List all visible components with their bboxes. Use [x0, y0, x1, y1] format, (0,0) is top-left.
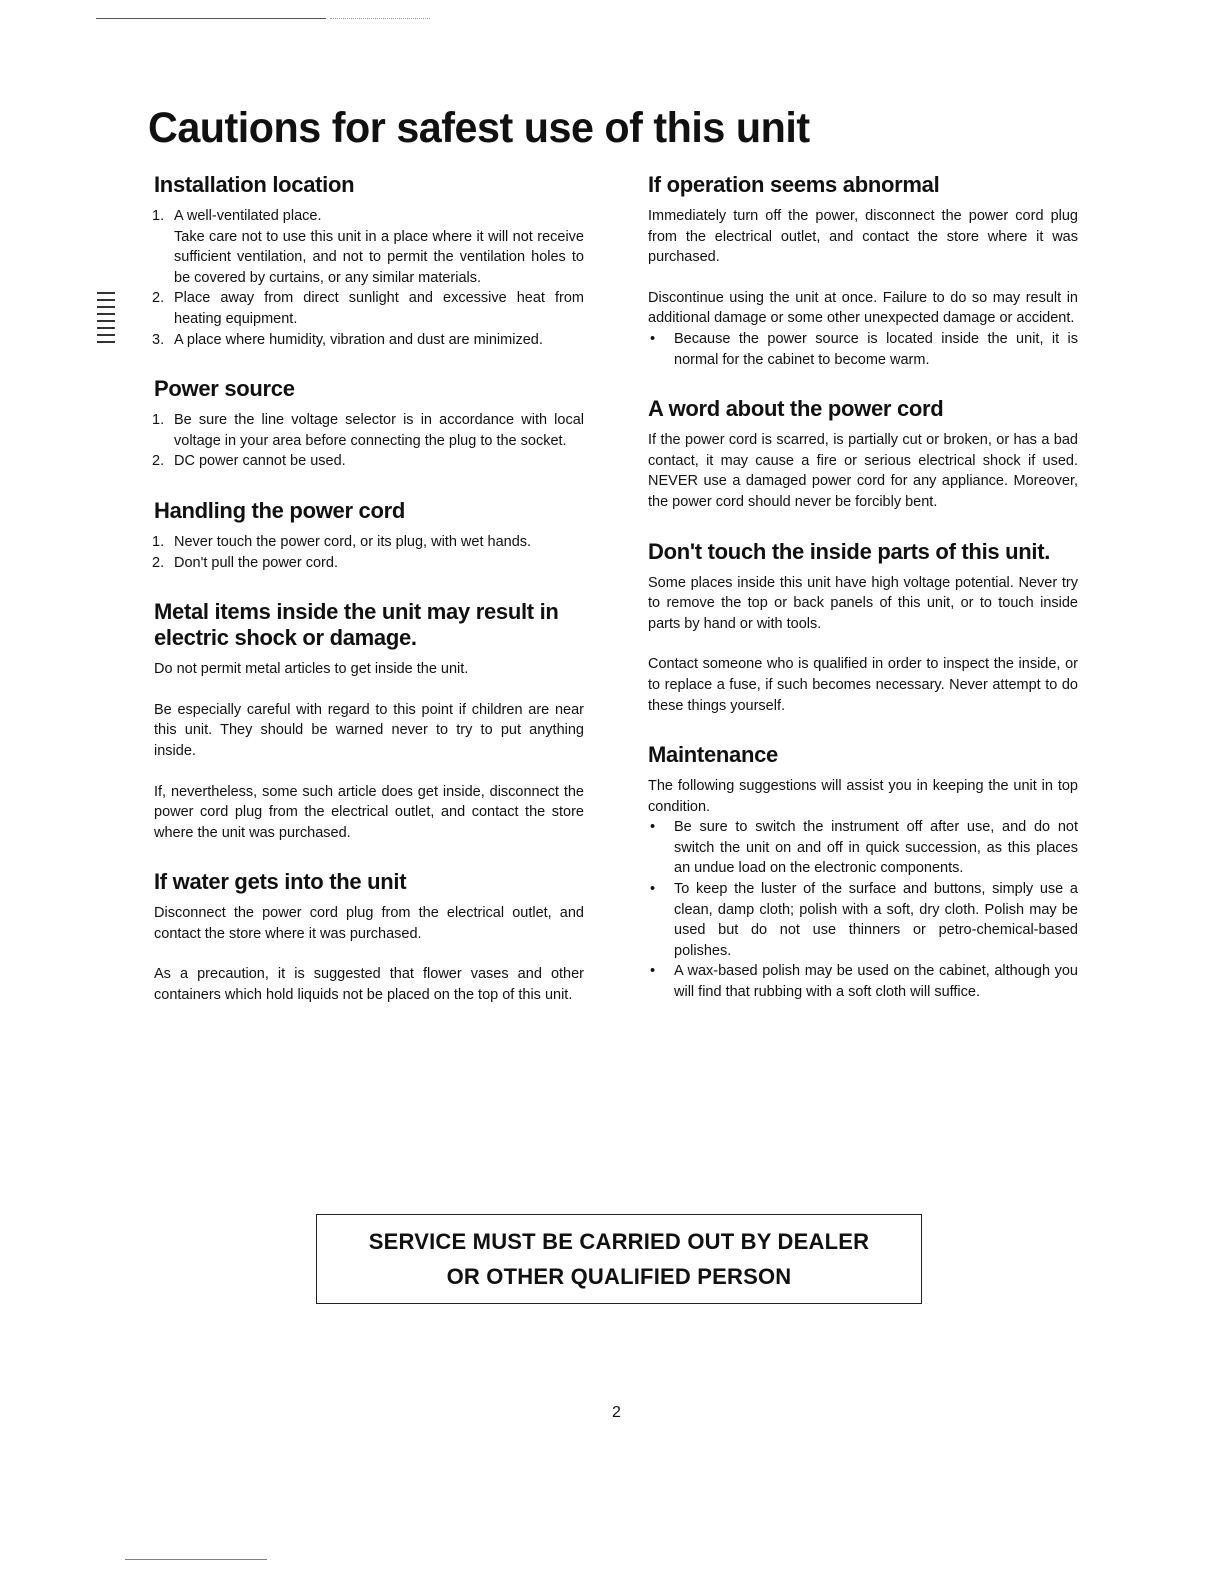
list-item: 3. A place where humidity, vibration and dust are minimized. — [152, 331, 543, 348]
section-heading: If water gets into the unit — [154, 869, 407, 895]
section-inside-parts — [648, 539, 1078, 717]
numbered-list — [154, 532, 584, 573]
numbered-list — [154, 206, 584, 350]
service-notice-box — [316, 1214, 922, 1304]
list-item: • Because the power source is located inside the unit, it is normal for the cabinet to become warm. — [648, 329, 1078, 370]
section-abnormal-operation — [648, 172, 1078, 370]
list-item: • A wax-based polish may be used on the cabinet, although you will find that rubbing with a soft cloth will suffice. — [648, 961, 1078, 1002]
section-installation-location — [154, 172, 584, 350]
section-maintenance — [648, 742, 1078, 1003]
service-notice-line: SERVICE MUST BE CARRIED OUT BY DEALER — [368, 1229, 870, 1254]
section-heading: Handling the power cord — [154, 497, 405, 523]
paragraph: As a precaution, it is suggested that flower vases and other containers which hold liquids not be placed on the top of this unit. — [154, 966, 584, 1004]
section-metal-items — [154, 599, 584, 843]
section-heading: Maintenance — [648, 742, 778, 768]
right-column — [648, 172, 1078, 1029]
list-item: 2. DC power cannot be used. — [152, 453, 346, 470]
paragraph: Contact someone who is qualified in order to inspect the inside, or to replace a fuse, if such becomes necessary. Never attempt to do these things yourself. — [648, 656, 1078, 714]
list-item: 1. Never touch the power cord, or its plug, with wet hands. — [152, 533, 532, 550]
bullet-list — [648, 817, 1078, 1002]
paragraph: Discontinue using the unit at once. Failure to do so may result in additional damage or some other unexpected damage or accident. — [648, 289, 1078, 327]
list-item: 2. Place away from direct sunlight and excessive heat from heating equipment. — [152, 290, 584, 327]
list-item: • Be sure to switch the instrument off after use, and do not switch the unit on and off in quick succession, as this places an undue load on the electronic components. — [648, 817, 1078, 879]
bottom-rule — [125, 1559, 267, 1560]
section-heading: If operation seems abnormal — [648, 172, 940, 197]
bullet-list — [648, 329, 1078, 370]
list-item: • To keep the luster of the surface and buttons, simply use a clean, damp cloth; polish with a soft, dry cloth. Polish may be used but do not use thinners or petro-chemical-based polishes. — [648, 879, 1078, 961]
margin-marks — [97, 292, 115, 364]
section-power-source — [154, 376, 584, 472]
paragraph: Do not permit metal articles to get inside the unit. — [154, 661, 469, 678]
paragraph: Disconnect the power cord plug from the electrical outlet, and contact the store where it was purchased. — [154, 905, 584, 942]
top-rule-dotted — [330, 18, 430, 20]
section-heading: Installation location — [154, 172, 355, 197]
top-rule — [96, 18, 326, 19]
list-item: 2. Don't pull the power cord. — [152, 554, 338, 571]
section-power-cord-word — [648, 396, 1078, 512]
paragraph: Some places inside this unit have high voltage potential. Never try to remove the top or back panels of this unit, or to touch inside parts by hand or with tools. — [648, 574, 1078, 632]
section-heading: Don't touch the inside parts of this unit. — [648, 538, 1051, 564]
paragraph: If, nevertheless, some such article does get inside, disconnect the power cord plug from the electrical outlet, and contact the store where the unit was purchased. — [154, 783, 584, 841]
section-water — [154, 869, 584, 1005]
numbered-list — [154, 410, 584, 472]
paragraph: Immediately turn off the power, disconnect the power cord plug from the electrical outlet, and contact the store where it was purchased. — [648, 208, 1078, 266]
list-item: Take care not to use this unit in a place where it will not receive sufficient ventilation, and not to permit the ventilation holes to be covered by curtains, or any similar materials. — [174, 228, 584, 286]
list-item: 1. Be sure the line voltage selector is in accordance with local voltage in your area before connecting the plug to the socket. — [152, 412, 584, 449]
service-notice-line: OR OTHER QUALIFIED PERSON — [446, 1264, 792, 1289]
list-item: 1. A well-ventilated place. — [152, 208, 322, 224]
paragraph: Be especially careful with regard to this point if children are near this unit. They should be warned never to try to put anything inside. — [154, 701, 584, 759]
section-heading: A word about the power cord — [648, 396, 944, 422]
left-column — [154, 172, 584, 1032]
page-title: Cautions for safest use of this unit — [148, 104, 810, 152]
section-heading: Power source — [154, 376, 295, 402]
section-handling-power-cord — [154, 498, 584, 573]
page-number: 2 — [612, 1404, 621, 1421]
paragraph: The following suggestions will assist you in keeping the unit in top condition. — [648, 778, 1078, 815]
paragraph: If the power cord is scarred, is partially cut or broken, or has a bad contact, it may cause a fire or serious electrical shock if used. NEVER use a damaged power cord for any appliance. Moreover, the power cord should never be forcibly bent. — [648, 432, 1078, 510]
section-heading: Metal items inside the unit may result in electric shock or damage. — [154, 599, 559, 651]
